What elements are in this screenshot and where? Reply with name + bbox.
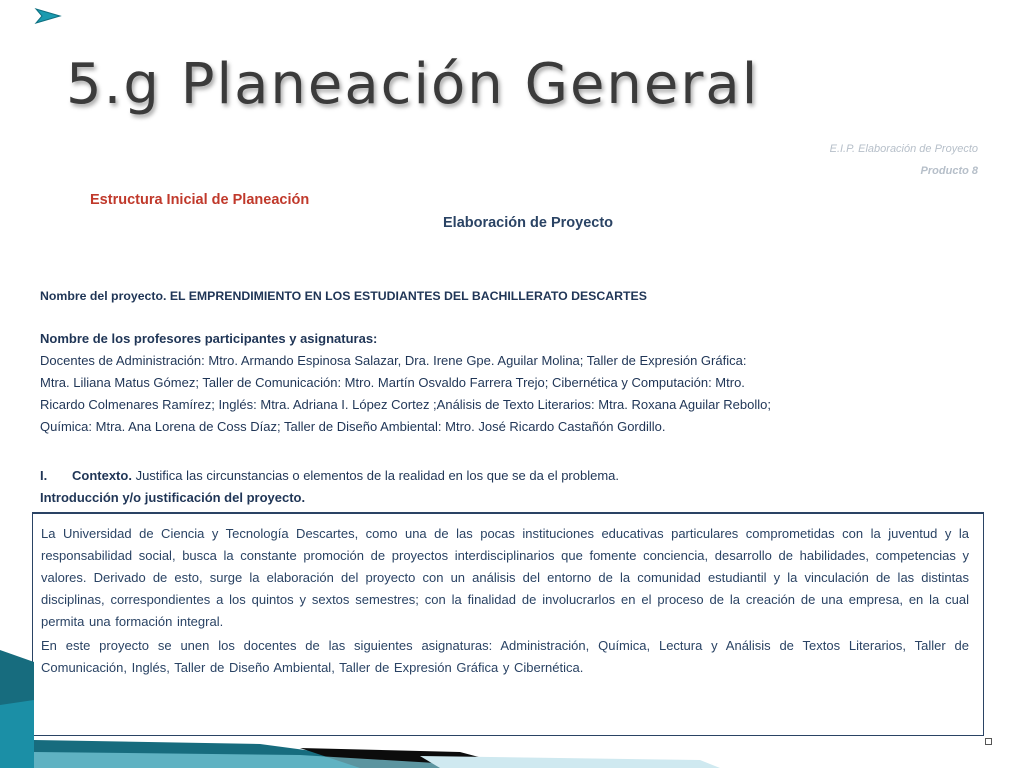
document-meta-product: Producto 8 (920, 165, 978, 177)
teachers-line: Química: Mtra. Ana Lorena de Coss Díaz; Taller de Diseño Ambiental: Mtro. José Ricardo Castañón Gordillo. (40, 419, 666, 434)
context-text: Justifica las circunstancias o elementos de la realidad en los que se da el problema. (131, 468, 620, 483)
intro-paragraph: En este proyecto se unen los docentes de las siguientes asignaturas: Administración, Química, Lectura y Análisis de Textos Literarios, Taller de Comunicación, Inglés, Taller de Diseño Ambiental, Taller de Expresión Gráfica y Cibernética. (41, 638, 969, 675)
project-name: Nombre del proyecto. EL EMPRENDIMIENTO EN LOS ESTUDIANTES DEL BACHILLERATO DESCARTES (40, 289, 647, 303)
project-elaboration-heading: Elaboración de Proyecto (443, 215, 614, 231)
intro-heading: Introducción y/o justificación del proyecto. (40, 490, 306, 505)
intro-paragraph: La Universidad de Ciencia y Tecnología Descartes, como una de las pocas instituciones educativas particulares comprometidas con la juventud y la responsabilidad social, busca la constante promoción de proyectos interdisciplinarios que fomente conciencia, desarrollo de habilidades, competencias y valores. Derivado de esto, surge la elaboración del proyecto con un análisis del entorno de la comunidad estudiantil y la vinculación de las distintas disciplinas, correspondientes a los quintos y sextos semestres; con la finalidad de involucrarlos en el proceso de la creación de una empresa, en la cual permita una formación integral. (41, 526, 969, 629)
context-number: I. (40, 468, 48, 483)
teachers-line: Ricardo Colmenares Ramírez; Inglés: Mtra. Adriana I. López Cortez ;Análisis de Texto Literarios: Mtra. Roxana Aguilar Rebollo; (40, 397, 771, 412)
square-marker-icon (985, 738, 992, 745)
document-meta-title: E.I.P. Elaboración de Proyecto (829, 143, 978, 155)
title-bullet-icon (34, 7, 64, 25)
context-line (40, 465, 619, 487)
context-label: Contexto. (72, 468, 132, 483)
teachers-line: Docentes de Administración: Mtro. Armando Espinosa Salazar, Dra. Irene Gpe. Aguilar Molina; Taller de Expresión Gráfica: (40, 353, 747, 368)
teachers-list (40, 350, 980, 438)
teachers-heading: Nombre de los profesores participantes y asignaturas: (40, 331, 378, 346)
intro-text-box (32, 512, 984, 736)
teachers-line: Mtra. Liliana Matus Gómez; Taller de Comunicación: Mtro. Martín Osvaldo Farrera Trejo; Cibernética y Computación: Mtro. (40, 375, 745, 390)
planning-structure-heading: Estructura Inicial de Planeación (90, 192, 310, 208)
slide-title: 5.g Planeación General (66, 52, 760, 117)
